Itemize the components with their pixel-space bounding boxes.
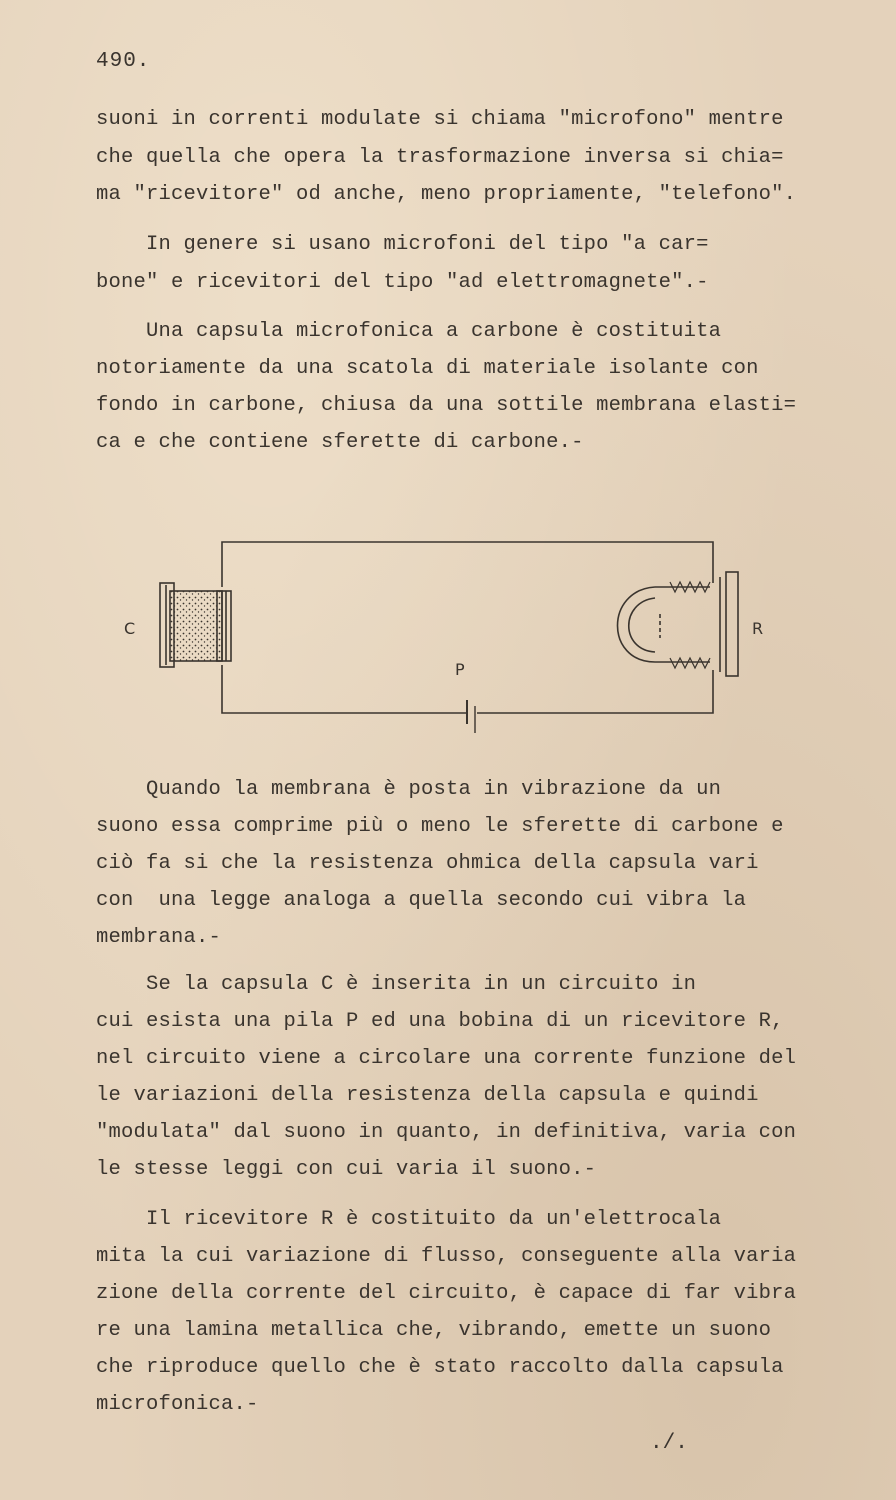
text-line: mita la cui variazione di flusso, conseguente alla varia bbox=[96, 1245, 797, 1268]
circuit-wire-bottom-right bbox=[477, 670, 713, 713]
label-receiver: R bbox=[752, 619, 764, 638]
text-line: bone" e ricevitori del tipo "ad elettromagnete".- bbox=[96, 271, 709, 294]
label-battery: P bbox=[455, 660, 465, 679]
text-line: con una legge analoga a quella secondo cui vibra la bbox=[96, 889, 747, 912]
text-line: cui esista una pila P ed una bobina di un ricevitore R, bbox=[96, 1010, 784, 1033]
text-line: che riproduce quello che è stato raccolto dalla capsula bbox=[96, 1356, 784, 1379]
text-line: ma "ricevitore" od anche, meno propriamente, "telefono". bbox=[96, 183, 797, 206]
text-line: suono essa comprime più o meno le sferette di carbone e bbox=[96, 815, 784, 838]
text-line: le stesse leggi con cui varia il suono.- bbox=[96, 1158, 597, 1181]
text-line: In genere si usano microfoni del tipo "a car= bbox=[96, 233, 709, 256]
text-line: Se la capsula C è inserita in un circuito in bbox=[96, 973, 697, 996]
continuation-mark: ./. bbox=[650, 1432, 688, 1455]
text-line: notoriamente da una scatola di materiale isolante con bbox=[96, 357, 759, 380]
text-line: ciò fa si che la resistenza ohmica della capsula vari bbox=[96, 852, 759, 875]
text-line: le variazioni della resistenza della capsula e quindi bbox=[96, 1084, 759, 1107]
text-line: che quella che opera la trasformazione inversa si chia= bbox=[96, 146, 784, 169]
circuit-wire-bottom-left bbox=[222, 665, 467, 713]
text-line: zione della corrente del circuito, è capace di far vibra bbox=[96, 1282, 797, 1305]
text-line: membrana.- bbox=[96, 926, 222, 949]
text-line: Il ricevitore R è costituito da un'elettrocala bbox=[96, 1208, 722, 1231]
text-line: ca e che contiene sferette di carbone.- bbox=[96, 431, 584, 454]
text-line: "modulata" dal suono in quanto, in definitiva, varia con bbox=[96, 1121, 797, 1144]
text-line: Una capsula microfonica a carbone è costituita bbox=[96, 320, 722, 343]
receiver-r bbox=[618, 572, 739, 676]
page-number: 490. bbox=[96, 50, 151, 73]
label-capsule: C bbox=[124, 619, 136, 638]
circuit-wire-top bbox=[222, 542, 713, 587]
capsule-c bbox=[160, 583, 231, 667]
text-line: fondo in carbone, chiusa da una sottile membrana elasti= bbox=[96, 394, 797, 417]
text-line: suoni in correnti modulate si chiama "microfono" mentre bbox=[96, 108, 784, 131]
text-line: nel circuito viene a circolare una corrente funzione del bbox=[96, 1047, 797, 1070]
circuit-diagram bbox=[110, 530, 770, 780]
text-line: microfonica.- bbox=[96, 1393, 259, 1416]
text-line: Quando la membrana è posta in vibrazione da un bbox=[96, 778, 722, 801]
text-line: re una lamina metallica che, vibrando, emette un suono bbox=[96, 1319, 772, 1342]
